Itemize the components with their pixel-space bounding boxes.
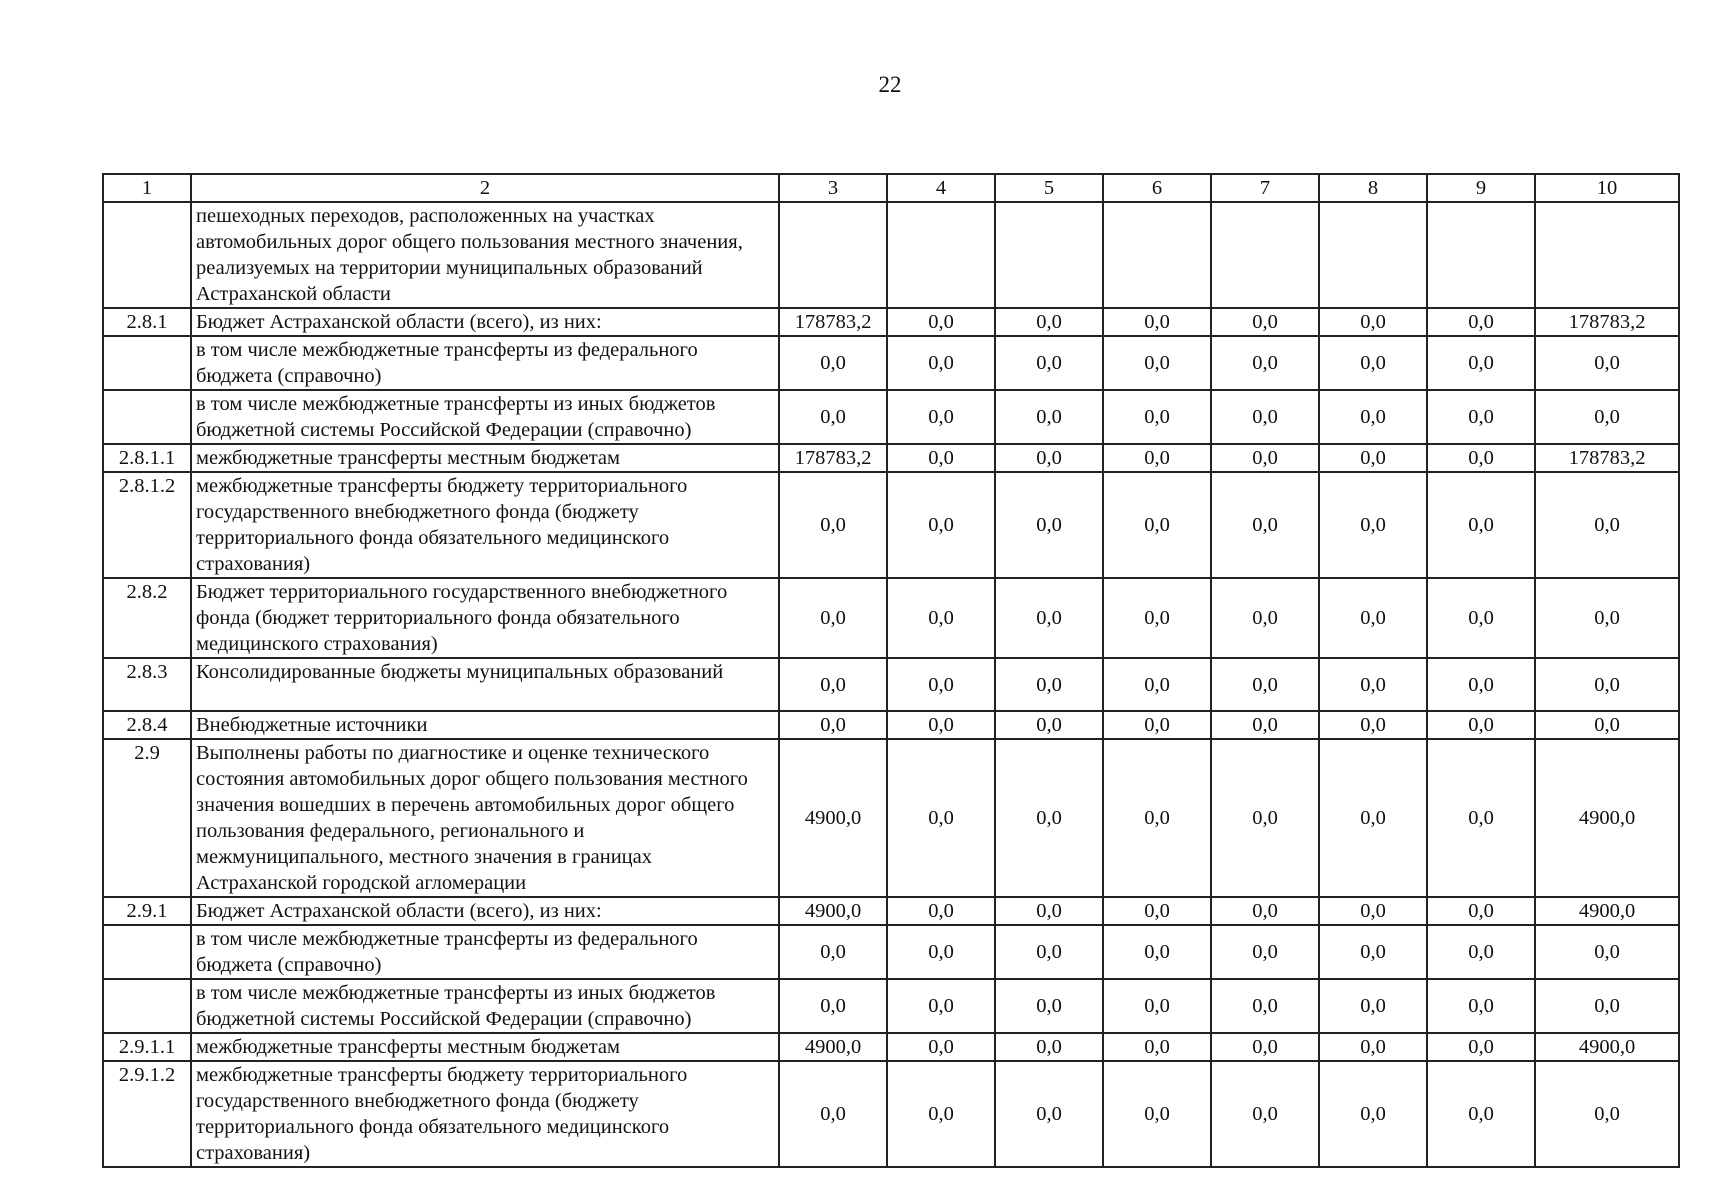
row-code [103, 979, 191, 1033]
table-row [103, 202, 1679, 308]
row-code: 2.8.2 [103, 578, 191, 658]
row-value: 0,0 [995, 578, 1103, 658]
row-value: 0,0 [1535, 925, 1679, 979]
table-row [103, 711, 1679, 739]
row-description: в том числе межбюджетные трансферты из федерального бюджета (справочно) [191, 925, 779, 979]
row-description: Консолидированные бюджеты муниципальных образований [191, 658, 779, 711]
row-value: 0,0 [1535, 979, 1679, 1033]
row-value: 0,0 [1103, 472, 1211, 578]
row-value: 0,0 [887, 472, 995, 578]
row-value: 0,0 [995, 472, 1103, 578]
row-value: 0,0 [1427, 444, 1535, 472]
row-value: 178783,2 [779, 444, 887, 472]
row-value: 0,0 [1211, 444, 1319, 472]
row-value: 0,0 [1211, 336, 1319, 390]
row-value: 0,0 [887, 444, 995, 472]
row-value: 0,0 [1535, 390, 1679, 444]
row-value: 0,0 [779, 472, 887, 578]
row-value [779, 202, 887, 308]
row-code [103, 336, 191, 390]
row-value [1319, 202, 1427, 308]
column-header: 4 [887, 174, 995, 202]
row-value: 0,0 [995, 390, 1103, 444]
row-value: 0,0 [779, 658, 887, 711]
row-value [1211, 202, 1319, 308]
row-value: 0,0 [1319, 472, 1427, 578]
row-value: 4900,0 [779, 897, 887, 925]
row-value: 0,0 [1427, 578, 1535, 658]
row-value: 0,0 [887, 658, 995, 711]
row-value: 0,0 [1211, 739, 1319, 897]
row-description: в том числе межбюджетные трансферты из иных бюджетов бюджетной системы Российской Федерации (справочно) [191, 390, 779, 444]
row-code: 2.9.1.1 [103, 1033, 191, 1061]
row-value: 0,0 [779, 979, 887, 1033]
row-value [1103, 202, 1211, 308]
row-value: 0,0 [1535, 658, 1679, 711]
column-header: 9 [1427, 174, 1535, 202]
row-value: 178783,2 [1535, 444, 1679, 472]
row-value: 0,0 [1427, 897, 1535, 925]
row-value: 0,0 [1319, 336, 1427, 390]
row-value: 0,0 [1103, 711, 1211, 739]
row-value [995, 202, 1103, 308]
row-value: 0,0 [887, 897, 995, 925]
row-value: 0,0 [887, 578, 995, 658]
row-value: 0,0 [1319, 925, 1427, 979]
row-value: 0,0 [1427, 308, 1535, 336]
row-value: 4900,0 [779, 739, 887, 897]
row-description: межбюджетные трансферты местным бюджетам [191, 444, 779, 472]
row-value: 0,0 [1427, 711, 1535, 739]
column-header: 7 [1211, 174, 1319, 202]
row-code: 2.8.3 [103, 658, 191, 711]
row-value: 0,0 [887, 925, 995, 979]
table-row [103, 739, 1679, 897]
row-value [1535, 202, 1679, 308]
row-code: 2.8.4 [103, 711, 191, 739]
row-value: 0,0 [1427, 979, 1535, 1033]
row-value: 0,0 [995, 739, 1103, 897]
row-value: 0,0 [1103, 444, 1211, 472]
row-value: 0,0 [1319, 897, 1427, 925]
row-value: 0,0 [1103, 739, 1211, 897]
row-value: 0,0 [1427, 1061, 1535, 1167]
row-value: 0,0 [1427, 1033, 1535, 1061]
row-value: 0,0 [1103, 897, 1211, 925]
row-value: 0,0 [1211, 472, 1319, 578]
row-description: Бюджет территориального государственного внебюджетного фонда (бюджет территориального фонда обязательного медицинского страхования) [191, 578, 779, 658]
row-value: 0,0 [1103, 1033, 1211, 1061]
column-header: 8 [1319, 174, 1427, 202]
column-header: 6 [1103, 174, 1211, 202]
row-value: 0,0 [779, 578, 887, 658]
row-value: 0,0 [779, 711, 887, 739]
row-description: пешеходных переходов, расположенных на участках автомобильных дорог общего пользования местного значения, реализуемых на территории муниципальных образований Астраханской области [191, 202, 779, 308]
row-value: 0,0 [1103, 578, 1211, 658]
row-code: 2.8.1.2 [103, 472, 191, 578]
row-value: 0,0 [1211, 390, 1319, 444]
row-value: 0,0 [1427, 739, 1535, 897]
table-body [103, 202, 1679, 1167]
row-value: 0,0 [1535, 711, 1679, 739]
row-value: 0,0 [887, 1033, 995, 1061]
row-value: 4900,0 [779, 1033, 887, 1061]
row-code: 2.8.1.1 [103, 444, 191, 472]
table-row [103, 658, 1679, 711]
row-description: межбюджетные трансферты бюджету территориального государственного внебюджетного фонда (бюджету территориального фонда обязательного медицинского страхования) [191, 472, 779, 578]
row-value: 0,0 [1103, 979, 1211, 1033]
row-value: 0,0 [995, 444, 1103, 472]
table-row [103, 1061, 1679, 1167]
row-value: 0,0 [1319, 390, 1427, 444]
table-row [103, 1033, 1679, 1061]
row-value: 178783,2 [1535, 308, 1679, 336]
row-value: 0,0 [1211, 658, 1319, 711]
row-value: 0,0 [1427, 925, 1535, 979]
row-value: 0,0 [995, 1033, 1103, 1061]
row-description: Бюджет Астраханской области (всего), из них: [191, 897, 779, 925]
row-description: межбюджетные трансферты местным бюджетам [191, 1033, 779, 1061]
row-value: 0,0 [995, 925, 1103, 979]
row-description: Бюджет Астраханской области (всего), из них: [191, 308, 779, 336]
row-value: 0,0 [995, 711, 1103, 739]
row-value: 0,0 [1103, 658, 1211, 711]
column-header: 10 [1535, 174, 1679, 202]
row-value: 0,0 [887, 308, 995, 336]
table-row [103, 308, 1679, 336]
row-code [103, 925, 191, 979]
row-description: Выполнены работы по диагностике и оценке технического состояния автомобильных дорог общего пользования местного значения вошедших в перечень автомобильных дорог общего пользования федерального, регионального и межмуниципального, местного значения в границах Астраханской городской агломерации [191, 739, 779, 897]
column-header: 5 [995, 174, 1103, 202]
row-value: 0,0 [887, 336, 995, 390]
row-value: 0,0 [1319, 308, 1427, 336]
row-description: в том числе межбюджетные трансферты из иных бюджетов бюджетной системы Российской Федерации (справочно) [191, 979, 779, 1033]
row-value: 0,0 [779, 925, 887, 979]
row-value: 0,0 [1319, 711, 1427, 739]
row-value: 0,0 [1211, 979, 1319, 1033]
budget-table [102, 173, 1680, 1168]
row-value: 0,0 [995, 658, 1103, 711]
row-description: Внебюджетные источники [191, 711, 779, 739]
row-value: 0,0 [1319, 578, 1427, 658]
row-value: 0,0 [1103, 925, 1211, 979]
row-value: 4900,0 [1535, 739, 1679, 897]
row-value: 0,0 [1211, 711, 1319, 739]
row-value: 0,0 [1535, 578, 1679, 658]
row-value: 0,0 [1427, 336, 1535, 390]
row-code [103, 202, 191, 308]
row-code: 2.9.1 [103, 897, 191, 925]
table-row [103, 472, 1679, 578]
page-number: 22 [878, 72, 902, 97]
row-value: 0,0 [1103, 308, 1211, 336]
row-value: 0,0 [1319, 979, 1427, 1033]
row-value: 0,0 [1535, 336, 1679, 390]
column-number-row [103, 174, 1679, 202]
column-header: 2 [191, 174, 779, 202]
row-value: 4900,0 [1535, 1033, 1679, 1061]
row-code: 2.8.1 [103, 308, 191, 336]
row-value: 0,0 [779, 1061, 887, 1167]
row-value: 0,0 [995, 308, 1103, 336]
table-row [103, 390, 1679, 444]
row-value: 0,0 [1535, 1061, 1679, 1167]
row-value: 0,0 [1427, 658, 1535, 711]
row-value: 0,0 [1211, 925, 1319, 979]
row-value: 0,0 [1103, 336, 1211, 390]
row-description: межбюджетные трансферты бюджету территориального государственного внебюджетного фонда (бюджету территориального фонда обязательного медицинского страхования) [191, 1061, 779, 1167]
table-row [103, 897, 1679, 925]
row-value: 0,0 [995, 979, 1103, 1033]
column-header: 3 [779, 174, 887, 202]
row-value: 0,0 [887, 390, 995, 444]
row-value [887, 202, 995, 308]
row-value: 0,0 [1319, 1033, 1427, 1061]
row-value: 0,0 [1103, 1061, 1211, 1167]
row-value: 0,0 [1211, 308, 1319, 336]
row-value: 0,0 [779, 390, 887, 444]
budget-table-container [102, 173, 1678, 1168]
row-value: 0,0 [1319, 444, 1427, 472]
row-description: в том числе межбюджетные трансферты из федерального бюджета (справочно) [191, 336, 779, 390]
row-value: 0,0 [1211, 578, 1319, 658]
row-value: 0,0 [1211, 1033, 1319, 1061]
row-value: 0,0 [1427, 472, 1535, 578]
row-value: 0,0 [1427, 390, 1535, 444]
row-value: 0,0 [779, 336, 887, 390]
column-header: 1 [103, 174, 191, 202]
row-value [1427, 202, 1535, 308]
table-row [103, 925, 1679, 979]
row-value: 0,0 [995, 1061, 1103, 1167]
row-value: 0,0 [1319, 1061, 1427, 1167]
row-code: 2.9 [103, 739, 191, 897]
row-code: 2.9.1.2 [103, 1061, 191, 1167]
row-value: 0,0 [1103, 390, 1211, 444]
row-value: 0,0 [887, 1061, 995, 1167]
row-code [103, 390, 191, 444]
table-row [103, 444, 1679, 472]
row-value: 4900,0 [1535, 897, 1679, 925]
row-value: 0,0 [995, 897, 1103, 925]
row-value: 0,0 [1319, 739, 1427, 897]
row-value: 0,0 [995, 336, 1103, 390]
row-value: 0,0 [1535, 472, 1679, 578]
row-value: 0,0 [887, 979, 995, 1033]
row-value: 0,0 [887, 711, 995, 739]
table-row [103, 336, 1679, 390]
row-value: 0,0 [1211, 1061, 1319, 1167]
row-value: 0,0 [887, 739, 995, 897]
row-value: 178783,2 [779, 308, 887, 336]
table-row [103, 578, 1679, 658]
table-row [103, 979, 1679, 1033]
row-value: 0,0 [1211, 897, 1319, 925]
row-value: 0,0 [1319, 658, 1427, 711]
